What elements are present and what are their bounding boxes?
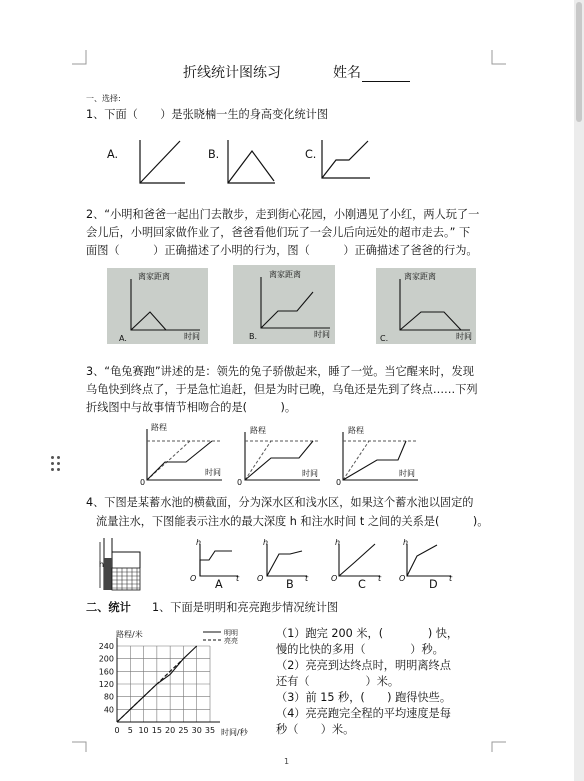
section2-header: 二、统计	[86, 601, 131, 614]
q4-line2: 流量注水，下图能表示注水的最大深度 h 和注水时间 t 之间的关系是( )。	[96, 515, 489, 528]
q4-graph-b-t: t	[305, 574, 309, 583]
x-tick-label: 35	[204, 726, 216, 735]
y-tick-label: 160	[98, 667, 114, 677]
q3-graph1-xlabel: 时间	[205, 468, 221, 477]
stats-q2-line1: （2）亮亮到达终点时，明明离终点	[276, 659, 451, 672]
q2-photo-a-label: A.	[119, 334, 127, 343]
q1-option-b: B.	[208, 148, 220, 161]
x-tick-label: 10	[138, 726, 149, 735]
q3-graph1-ylabel: 路程	[151, 423, 167, 432]
page-title: 折线统计图练习	[183, 65, 281, 81]
x-tick-label: 0	[114, 726, 120, 735]
q4-graph-b-h: h	[263, 538, 269, 547]
q3-graph2-ylabel: 路程	[250, 426, 266, 435]
q4-graph-c-origin: O	[331, 574, 338, 583]
q2-photo-c-xlabel: 时间	[456, 332, 472, 341]
q2-photo-b-label: B.	[249, 332, 258, 341]
legend-label: 明明	[224, 629, 238, 637]
q4-line1: 4、下图是某蓄水池的横截面，分为深水区和浅水区，如果这个蓄水池以固定的	[86, 496, 474, 509]
stats-q3: （3）前 15 秒，( ) 跑得快些。	[276, 691, 452, 704]
q4-graph-a-t: t	[236, 574, 240, 583]
x-tick-label: 15	[151, 726, 162, 735]
y-tick-label: 120	[98, 680, 114, 689]
q2-photo-a-ylabel: 离家距离	[138, 272, 170, 281]
x-tick-label: 20	[165, 726, 176, 735]
chart-x-axis-label: 时间/秒	[221, 728, 248, 737]
legend-label: 亮亮	[224, 637, 238, 645]
q3-line3: 折线图中与故事情节相吻合的是( )。	[86, 401, 297, 414]
page-number: 1	[284, 757, 290, 766]
q3-line2: 乌龟快到终点了，于是急忙追赶，但是为时已晚，乌龟还是先到了终点……下列	[86, 383, 478, 396]
q3-line1: 3、“龟兔赛跑”讲述的是：领先的兔子骄傲起来，睡了一觉。当它醒来时，发现	[86, 365, 474, 378]
q3-graph2-origin: 0	[237, 478, 243, 487]
q4-graph-c-t: t	[378, 574, 382, 583]
q4-pool-h-label: h	[99, 560, 105, 569]
q4-option-b: B	[286, 578, 294, 591]
x-tick-label: 30	[191, 726, 202, 735]
y-tick-label: 40	[103, 705, 114, 715]
q4-graph-d-origin: O	[399, 574, 406, 583]
stats-q2-line2: 还有（ ）米。	[276, 675, 400, 688]
y-tick-label: 200	[98, 654, 114, 664]
q2-photo-c-ylabel: 离家距离	[404, 272, 436, 281]
q4-option-d: D	[429, 578, 438, 591]
stats-q4-line1: （4）亮亮跑完全程的平均速度是每	[276, 707, 451, 720]
q2-photo-c-label: C.	[380, 334, 389, 343]
q4-graph-b-origin: O	[257, 574, 264, 583]
q2-photo-b-ylabel: 离家距离	[269, 270, 301, 279]
q4-option-c: C	[358, 578, 366, 591]
x-tick-label: 25	[178, 726, 189, 735]
stats-q1-line2: 慢的比快的多用（ ）秒。	[276, 643, 444, 656]
q2-line1: 2、“小明和爸爸一起出门去散步，走到街心花园，小刚遇见了小红，两人玩了一	[86, 208, 480, 221]
q4-graph-d-t: t	[449, 574, 453, 583]
stats-q4-line2: 秒（ ）米。	[276, 723, 355, 736]
q2-line2: 会儿后，小明回家做作业了，爸爸看他们玩了一会儿后向远处的超市走去。” 下	[86, 226, 471, 239]
q3-graph3-xlabel: 时间	[399, 469, 415, 478]
q1-text: 1、下面（ ）是张晓楠一生的身高变化统计图	[86, 108, 329, 121]
q3-graph3-ylabel: 路程	[348, 426, 364, 435]
q1-option-c: C.	[305, 148, 317, 161]
q4-graph-d-h: h	[403, 538, 409, 547]
series-line-2	[117, 659, 183, 722]
q3-graph3-origin: 0	[336, 478, 342, 487]
chart-y-axis-label: 路程/米	[116, 630, 143, 639]
q4-option-a: A	[215, 578, 223, 591]
q3-graph1-origin: 0	[140, 478, 146, 487]
q1-option-a: A.	[107, 148, 119, 161]
stats-q1-line1: （1）跑完 200 米，( ) 快，	[276, 627, 459, 640]
q2-line3: 面图（ ）正确描述了小明的行为，图（ ）正确描述了爸爸的行为。	[86, 244, 478, 257]
section1-header: 一、选择:	[86, 94, 121, 103]
y-tick-label: 80	[103, 692, 114, 702]
section2-subtitle: 1、下面是明明和亮亮跑步情况统计图	[152, 601, 339, 614]
q3-graph2-xlabel: 时间	[302, 469, 318, 478]
q4-graph-a-origin: O	[190, 574, 197, 583]
q2-photo-b-xlabel: 时间	[314, 330, 330, 339]
q2-photo-a-xlabel: 时间	[184, 332, 200, 341]
q4-graph-c-h: h	[335, 538, 341, 547]
q4-graph-a-h: h	[196, 538, 202, 547]
y-tick-label: 240	[98, 642, 114, 651]
x-tick-label: 5	[127, 726, 133, 735]
name-label: 姓名	[333, 65, 361, 81]
